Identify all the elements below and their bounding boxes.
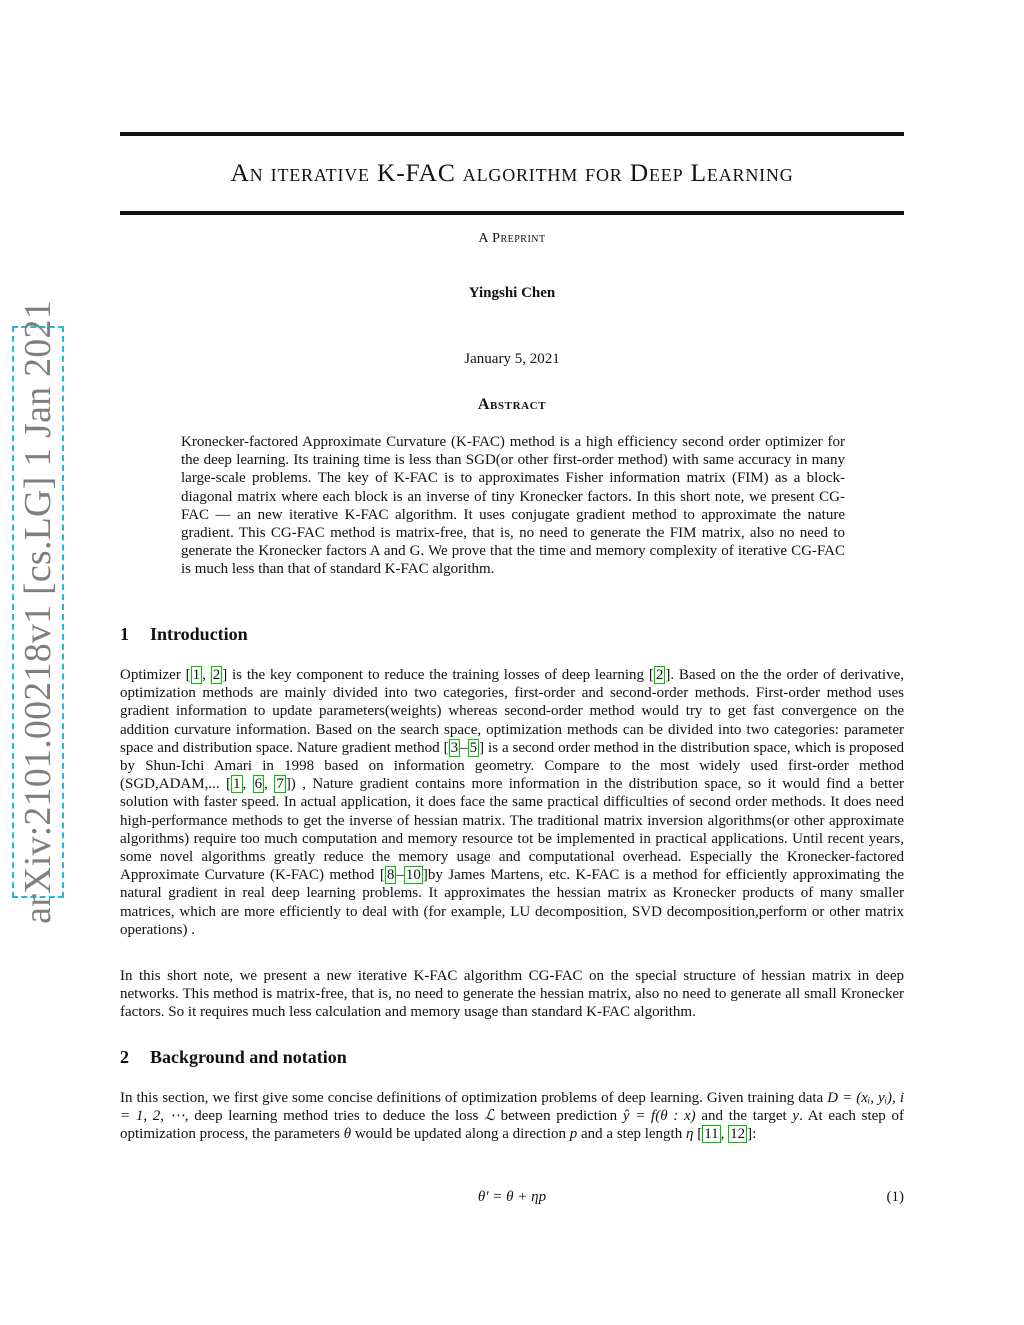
math-inline: p	[569, 1126, 578, 1143]
citation-link[interactable]: 12	[730, 1126, 746, 1143]
citation-link[interactable]: 7	[276, 776, 284, 793]
citation-link[interactable]: 5	[469, 739, 478, 756]
citation-link[interactable]: 2	[655, 667, 664, 683]
background-paragraph-1: In this section, we first give some concise definitions of optimization problems of deep learning. Given training data D = (xᵢ, yᵢ), i = 1, 2, ⋯, deep learning method tries to deduce the loss ℒ between prediction ŷ = f(θ : x) and the target y. At each step of optimization process, the parameters θ would be updated along a direction p and a step length η [ 11 , 12 ]:	[120, 1090, 904, 1143]
section-number: 2	[120, 1047, 129, 1067]
title-rule-bottom	[120, 211, 904, 215]
citation-link[interactable]: 1	[192, 667, 201, 683]
math-inline: ℒ	[484, 1108, 495, 1125]
intro-paragraph-1: Optimizer [ 1 , 2 ] is the key component to reduce the training losses of deep learning [ 2 ]. Based on the the order of derivative, optimization methods are mainly divided into two categories, first-order and second-order methods. First-order method uses gradient information to update parameters(weights) whereas second-order method would try to get fast convergence on the addition curvature information. Based on the search space, optimization methods can be divided into two categories: parameter space and distribution space. Nature gradient method [ 3 – 5 ] is a second order method in the distribution space, which is proposed by Shun-Ichi Amari in 1998 based on information geometry. Compare to the most widely used first-order method (SGD,ADAM,... [ 1 , 6 , 7 ]) , Nature gradient contains more information in the distribution space, so it would find a better solution with faster speed. In actual application, it does face the same practical difficulties of second order methods. It does need high-performance methods to get the inverse of hessian matrix. The traditional matrix inversion algorithms(or other approximate algorithms) require too much computation and memory resource tot be implemented in practical applications. Until recent years, some novel algorithms greatly reduce the memory usage and computational overhead. Especially the Kronecker-factored Approximate Curvature (K-FAC) method [ 8 – 10 ]by James Martens, etc. K-FAC is a method for efficiently approximating the natural gradient in real deep learning problems. It approximates the hessian matrix as Kronecker products of many smaller matrices, which are more efficiently to deal with (for example, LU decomposition, SVD decomposition,perform or other matrix operations) .	[120, 667, 905, 938]
citation-link[interactable]: 6	[254, 776, 263, 793]
abstract-text: Kronecker-factored Approximate Curvature (K-FAC) method is a high efficiency second order optimizer for the deep learning. Its training time is less than SGD(or other first-order method) with same accuracy in many large-scale problems. The key of K-FAC is to approximates Fisher information matrix (FIM) as a block-diagonal matrix where each block is an inverse of tiny Kronecker factors. In this short note, we present CG-FAC — an new iterative K-FAC algorithm. It uses conjugate gradient method to approximate the nature gradient. This CG-FAC method is matrix-free, that is, no need to generate the FIM matrix, also no need to generate the Kronecker factors A and G. We prove that the time and memory complexity of iterative CG-FAC is much less than that of standard K-FAC algorithm.	[181, 434, 845, 578]
title-rule-top	[120, 132, 904, 136]
citation-link[interactable]: 2	[212, 667, 221, 683]
citation-link[interactable]: 10	[405, 867, 421, 884]
citation-link[interactable]: 1	[233, 776, 241, 793]
arxiv-stamp-text: arXiv:2101.00218v1 [cs.LG] 1 Jan 2021	[17, 300, 59, 924]
equation-1	[120, 1189, 904, 1209]
paper-title: An iterative K-FAC algorithm for Deep Learning	[230, 158, 794, 187]
intro-paragraph-2: In this short note, we present a new iterative K-FAC algorithm CG-FAC on the special structure of hessian matrix in deep networks. This method is matrix-free, that is, no need to generate the hessian matrix, also no need to generate all small Kronecker factors. So it requires much less calculation and memory usage than standard K-FAC algorithm.	[120, 968, 904, 1021]
section-heading-background	[120, 1047, 347, 1068]
section-number: 1	[120, 624, 129, 644]
paper-date: January 5, 2021	[464, 351, 560, 367]
citation-link[interactable]: 11	[704, 1126, 719, 1143]
math-inline: D = (xᵢ, yᵢ), i = 1, 2, ⋯	[120, 1090, 904, 1125]
section-heading-introduction	[120, 624, 248, 645]
arxiv-stamp	[12, 300, 64, 924]
math-inline: η	[685, 1126, 694, 1143]
preprint-label: A Preprint	[478, 231, 546, 246]
citation-link[interactable]: 3	[450, 739, 459, 756]
section-title: Introduction	[150, 624, 248, 644]
equation-number: (1)	[886, 1189, 904, 1205]
author-name: Yingshi Chen	[468, 285, 556, 301]
section-title: Background and notation	[150, 1047, 347, 1067]
math-inline: ŷ = f(θ : x)	[622, 1108, 696, 1125]
citation-link[interactable]: 8	[386, 867, 395, 884]
equation-expression: θ′ = θ + ηp	[477, 1189, 547, 1205]
math-inline: y	[792, 1108, 800, 1125]
abstract-heading: Abstract	[477, 396, 547, 413]
math-inline: θ	[343, 1126, 352, 1143]
